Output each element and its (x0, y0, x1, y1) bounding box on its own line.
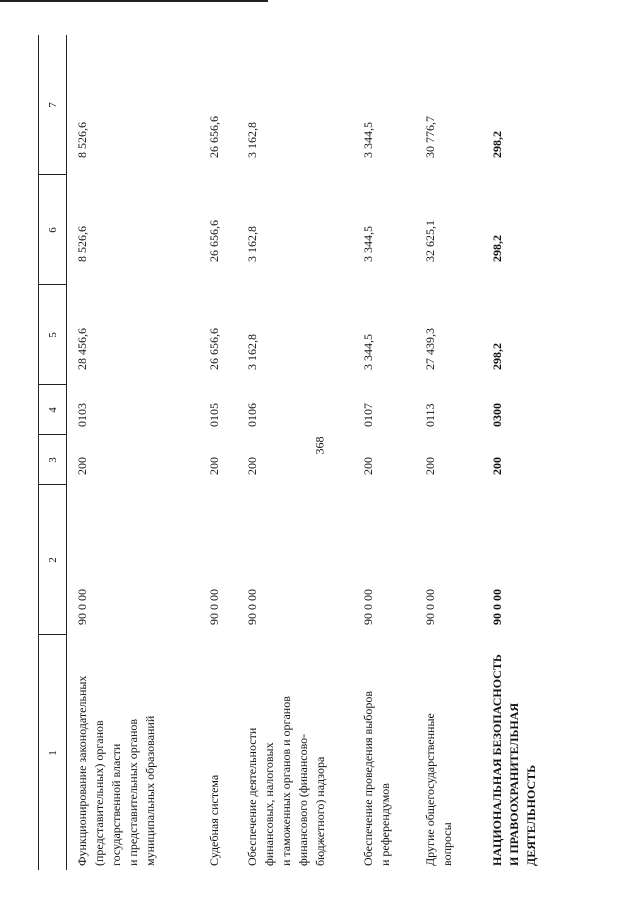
row-label-line: Другие общегосударственные (423, 713, 437, 866)
header-divider (38, 434, 66, 435)
row-label-line: финансового (финансово- (296, 733, 310, 866)
cell-c5: 3 344,5 (361, 334, 375, 370)
cell-c4: 0107 (361, 403, 375, 427)
cell-c4: 0300 (490, 403, 504, 427)
cell-c7: 30 776,7 (423, 116, 437, 158)
budget-table (38, 35, 603, 870)
row-label-line: и референдумов (378, 783, 392, 866)
cell-c3: 200 (75, 457, 89, 475)
cell-c2: 90 0 00 (490, 589, 504, 625)
cell-c3: 200 (245, 457, 259, 475)
row-label-line: Обеспечение проведения выборов (361, 690, 375, 866)
cell-c7: 3 344,5 (361, 122, 375, 158)
cell-c7: 298,2 (490, 131, 504, 158)
header-bottom-rule (66, 35, 67, 870)
row-label-line: государственной власти (109, 743, 123, 866)
header-col-3: 3 (47, 457, 59, 463)
header-divider (38, 284, 66, 285)
row-label (206, 775, 223, 866)
row-label-line: бюджетного) надзора (313, 756, 327, 866)
cell-c7: 3 162,8 (245, 122, 259, 158)
row-label-line: Функционирование законодательных (75, 675, 89, 866)
header-col-2: 2 (47, 557, 59, 563)
page-number: 368 (312, 436, 327, 455)
cell-c5: 26 656,6 (207, 328, 221, 370)
cell-c5: 3 162,8 (245, 334, 259, 370)
cell-c4: 0105 (207, 403, 221, 427)
row-label-line: И ПРАВООХРАНИТЕЛЬНАЯ (507, 702, 521, 866)
cell-c6: 8 526,6 (75, 226, 89, 262)
header-divider (38, 384, 66, 385)
cell-c4: 0106 (245, 403, 259, 427)
cell-c3: 200 (207, 457, 221, 475)
cell-c7: 8 526,6 (75, 122, 89, 158)
row-label (360, 691, 394, 866)
row-label-line: муниципальных образований (143, 715, 157, 866)
cell-c3: 200 (423, 457, 437, 475)
row-label-line: ДЕЯТЕЛЬНОСТЬ (524, 764, 538, 866)
row-label-line: Судебная система (207, 774, 221, 866)
cell-c2: 90 0 00 (361, 589, 375, 625)
cell-c2: 90 0 00 (423, 589, 437, 625)
top-rule (0, 0, 268, 2)
header-divider (38, 634, 66, 635)
row-label-line: Обеспечение деятельности (245, 727, 259, 866)
row-label-line: и представительных органов (126, 718, 140, 866)
cell-c5: 298,2 (490, 343, 504, 370)
cell-c7: 26 656,6 (207, 116, 221, 158)
cell-c6: 26 656,6 (207, 220, 221, 262)
cell-c6: 32 625,1 (423, 220, 437, 262)
row-label-line: вопросы (440, 822, 454, 866)
cell-c6: 3 344,5 (361, 226, 375, 262)
header-divider (38, 174, 66, 175)
row-label (489, 654, 540, 866)
row-label-line: НАЦИОНАЛЬНАЯ БЕЗОПАСНОСТЬ (490, 654, 504, 866)
cell-c5: 28 456,6 (75, 328, 89, 370)
table-top-rule (38, 35, 39, 870)
cell-c6: 3 162,8 (245, 226, 259, 262)
cell-c2: 90 0 00 (245, 589, 259, 625)
cell-c4: 0103 (75, 403, 89, 427)
row-label-line: финансовых, налоговых (262, 742, 276, 866)
row-label-line: (представительных) органов (92, 720, 106, 866)
cell-c3: 200 (490, 457, 504, 475)
row-label (74, 676, 159, 866)
cell-c2: 90 0 00 (75, 589, 89, 625)
header-col-4: 4 (47, 407, 59, 413)
row-label (422, 713, 456, 866)
cell-c3: 200 (361, 457, 375, 475)
header-divider (38, 484, 66, 485)
cell-c2: 90 0 00 (207, 589, 221, 625)
row-label-line: и таможенных органов и органов (279, 696, 293, 866)
row-label (244, 696, 329, 866)
cell-c5: 27 439,3 (423, 328, 437, 370)
header-col-5: 5 (47, 332, 59, 338)
cell-c6: 298,2 (490, 235, 504, 262)
header-col-1: 1 (47, 750, 59, 756)
cell-c4: 0113 (423, 403, 437, 427)
header-col-6: 6 (47, 227, 59, 233)
header-col-7: 7 (47, 102, 59, 108)
